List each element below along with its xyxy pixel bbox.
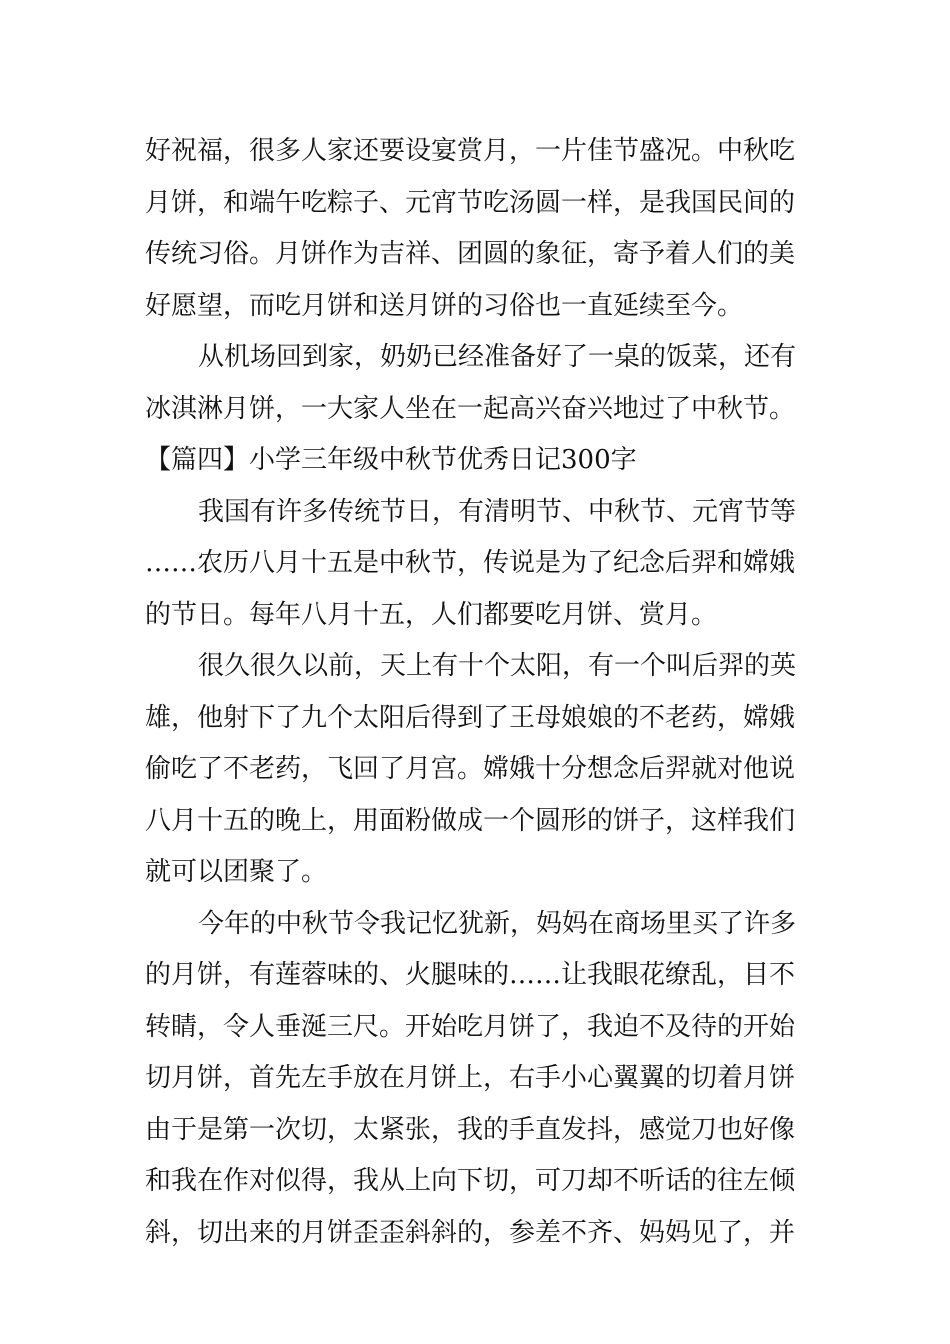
paragraph-first-line: 很久很久以前，天上有十个太阳，有一个叫后羿的英 — [198, 651, 797, 681]
text-line: ……农历八月十五是中秋节，传说是为了纪念后羿和嫦娥 — [145, 548, 796, 578]
paragraph-first-line: 从机场回到家，奶奶已经准备好了一桌的饭菜，还有 — [198, 342, 797, 372]
text-line: 雄，他射下了九个太阳后得到了王母娘娘的不老药，嫦娥 — [145, 702, 796, 733]
text-line: 切月饼，首先左手放在月饼上，右手小心翼翼的切着月饼 — [145, 1063, 796, 1093]
text-line: 和我在作对似得，我从上向下切，可刀却不听话的往左倾 — [145, 1166, 796, 1196]
text-line: 八月十五的晚上，用面粉做成一个圆形的饼子，这样我们 — [145, 805, 796, 836]
text-line: 冰淇淋月饼，一大家人坐在一起高兴奋兴地过了中秋节。 — [145, 393, 796, 424]
text-line: 好祝福，很多人家还要设宴赏月，一片佳节盛况。中秋吃 — [145, 136, 796, 166]
text-line: 偷吃了不老药，飞回了月宫。嫦娥十分想念后羿就对他说 — [145, 754, 796, 784]
text-line: 好愿望，而吃月饼和送月饼的习俗也一直延续至今。 — [145, 290, 744, 321]
paragraph-first-line: 我国有许多传统节日，有清明节、中秋节、元宵节等 — [198, 496, 797, 527]
text-line: 的节日。每年八月十五，人们都要吃月饼、赏月。 — [145, 599, 718, 630]
section-heading: 【篇四】小学三年级中秋节优秀日记300字 — [145, 445, 637, 475]
text-line: 斜，切出来的月饼歪歪斜斜的，参差不齐、妈妈见了，并 — [145, 1217, 796, 1248]
text-line: 转睛，令人垂涎三尺。开始吃月饼了，我迫不及待的开始 — [145, 1011, 796, 1042]
paragraph-first-line: 今年的中秋节令我记忆犹新，妈妈在商场里买了许多 — [198, 908, 797, 939]
text-line: 就可以团聚了。 — [145, 857, 328, 887]
text-line: 月饼，和端午吃粽子、元宵节吃汤圆一样，是我国民间的 — [145, 187, 796, 218]
text-line: 的月饼，有莲蓉味的、火腿味的……让我眼花缭乱，目不 — [145, 960, 796, 990]
document-body — [145, 126, 820, 1259]
text-line: 传统习俗。月饼作为吉祥、团圆的象征，寄予着人们的美 — [145, 239, 796, 269]
text-line: 由于是第一次切，太紧张，我的手直发抖，感觉刀也好像 — [145, 1114, 796, 1145]
